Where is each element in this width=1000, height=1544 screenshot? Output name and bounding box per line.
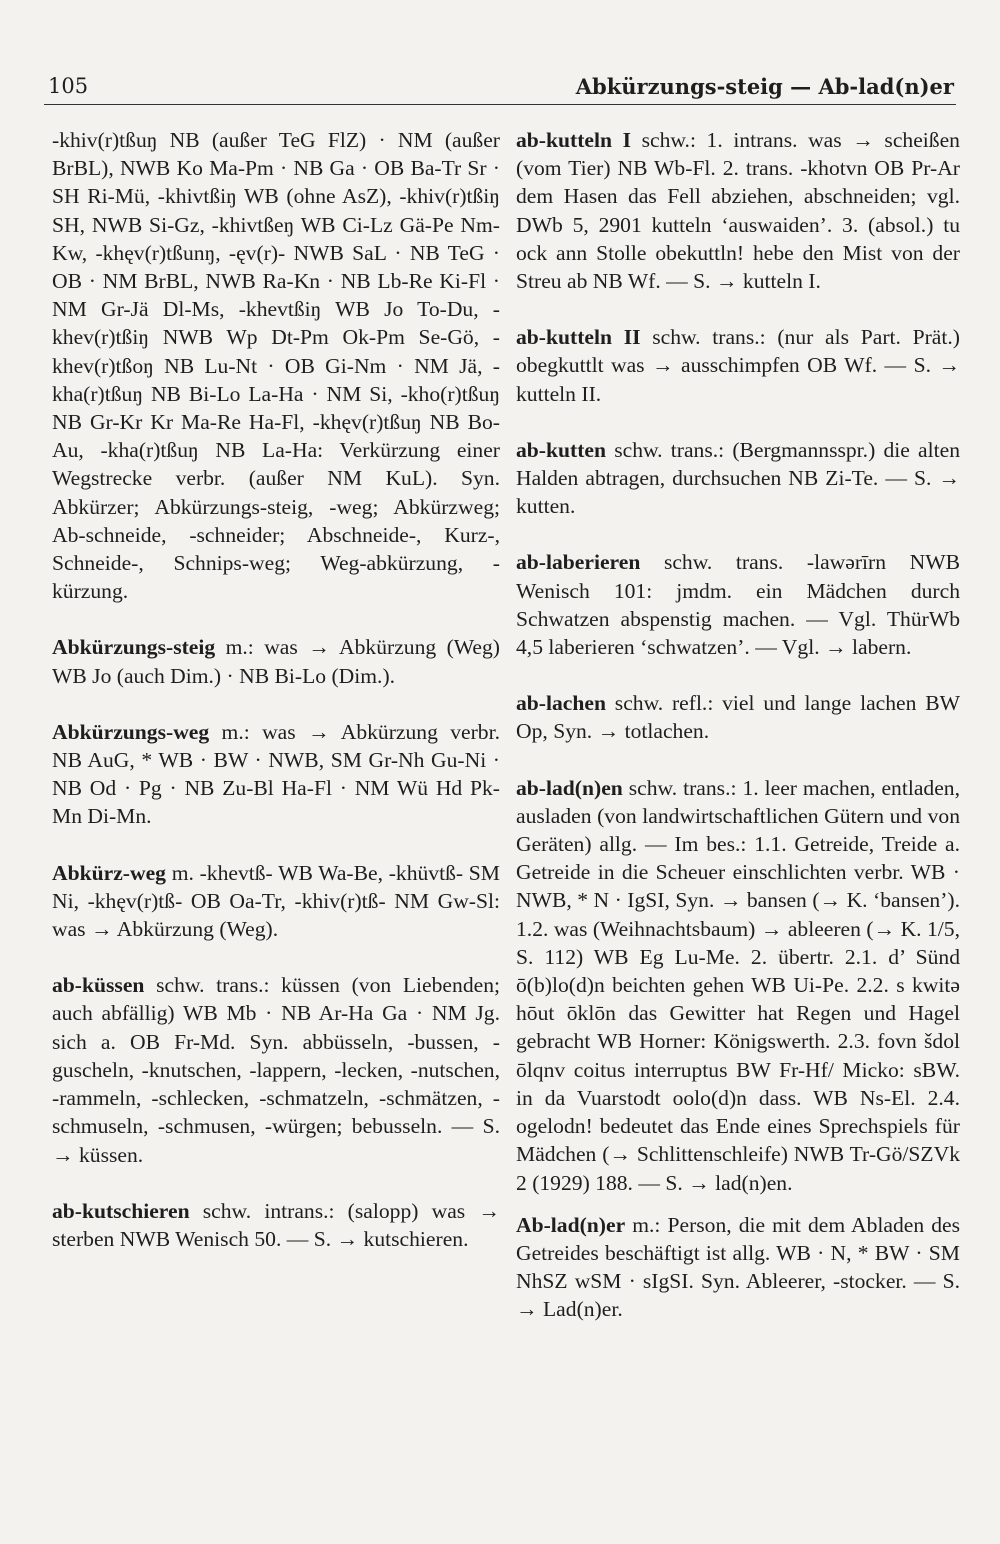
entry-ab-ladnen: ab-lad(n)en schw. trans.: 1. leer machen, entladen, ausladen (von landwirtschaftlichen Gütern und von Geräten) allg. — Im bes.: 1.1. Getreide, Treide a. Getreide in die Scheuer einschlichten verbr. WB · NWB, * N · IgSI, Syn. → bansen (→ K. ‘bansen’). 1.2. was (Weihnachtsbaum) → ableeren (→ K. 1/5, S. 112) WB Eg Lu-Me. 2. übertr. 2.1. d’ Sünd ō(b)lo(d)n beichten gehen WB Ui-Pe. 2.2. s kwitə hōut ōklōn das Gewitter hat Regen und Hagel gebracht WB Horner: Königswerth. 2.3. fovn šdol ōlqnv coitus interruptus BW Fr-Hf/ Micko: sBW. in da Vuarstodt oolo(d)n dass. WB Ns-El. 2.4. ogelodn! bedeutet das Ende eines Sprechspiels für Mädchen (→ Schlittenschleife) NWB Tr-Gö/SZVk 2 (1929) 188. — S. → lad(n)en. — [516, 775, 960, 1195]
headword: ab-kutteln II — [516, 325, 641, 350]
entry-continuation: -khiv(r)tßuŋ NB (außer TeG FlZ) · NM (außer BrBL), NWB Ko Ma-Pm · NB Ga · OB Ba-Tr Sr · SH Ri-Mü, -khivtßiŋ WB (ohne AsZ), -khiv(r)tßiŋ SH, NWB Si-Gz, -khivtßeŋ WB Ci-Lz Gä-Pe Nm-Kw, -khęv(r)tßunŋ, -ęv(r)- NWB SaL · NB TeG · OB · NM BrBL, NWB Ra-Kn · NB Lb-Re Ki-Fl · NM Gr-Jä Dl-Ms, -khevtßiŋ WB Jo To-Du, -khev(r)tßiŋ NWB Wp Dt-Pm Ok-Pm Se-Gö, -khev(r)tßoŋ NB Lu-Nt · OB Gi-Nm · NM Jä, -kha(r)tßuŋ NB Bi-Lo La-Ha · NM Si, -kho(r)tßuŋ NB Gr-Kr Kr Ma-Re Ha-Fl, -khęv(r)tßuŋ NB Bo-Au, -kha(r)tßuŋ NB La-Ha: Verkürzung einer Wegstrecke verbr. (außer NM KuL). Syn. Abkürzer; Abkürzungs-steig, -weg; Abkürzweg; Ab-schneide, -schneider; Abschneide-, Kurz-, Schneide-, Schnips-weg; Weg-abkürzung, -kürzung. — [52, 128, 500, 604]
header-rule — [44, 104, 956, 105]
entry-abkuerzungs-weg: Abkürzungs-weg m.: was → Abkürzung verbr. NB AuG, * WB · BW · NWB, SM Gr-Nh Gu-Ni · NB Od · Pg · NB Zu-Bl Ha-Fl · NM Wü Hd Pk-Mn Di-Mn. — [52, 719, 500, 829]
entry-ab-kutteln-2: ab-kutteln II schw. trans.: (nur als Part. Prät.) obegkuttlt was → ausschimpfen OB Wf. — S. → kutteln II. — [516, 325, 960, 406]
headword: Ab-lad(n)er — [516, 1212, 626, 1237]
headword: ab-kutschieren — [52, 1198, 190, 1223]
page-header — [44, 74, 954, 104]
entry-ab-laberieren: ab-laberieren schw. trans. -lawərīrn NWB Wenisch 101: jmdm. ein Mädchen durch Schwatzen abspenstig machen. — Vgl. ThürWb 4,5 laberieren ‘schwatzen’. — Vgl. → labern. — [516, 550, 960, 660]
entry-ab-kutteln-1: ab-kutteln I schw.: 1. intrans. was → scheißen (vom Tier) NB Wb-Fl. 2. trans. -khotvn OB Pr-Ar dem Hasen das Fell abziehen, abschneiden; vgl. DWb 5, 2901 kutteln ‘auswaiden’. 3. (absol.) tu ock ann Stolle obekuttln! hebe den Mist von der Streu ab NB Wf. — S. → kutteln I. — [516, 128, 960, 294]
headword: ab-küssen — [52, 973, 145, 998]
headword: ab-lachen — [516, 691, 606, 716]
running-head: Abkürzungs-steig — Ab-lad(n)er — [575, 74, 954, 99]
entry-ab-lachen: ab-lachen schw. refl.: viel und lange lachen BW Op, Syn. → totlachen. — [516, 691, 960, 744]
entry-ab-kutten: ab-kutten schw. trans.: (Bergmannsspr.) die alten Halden abtragen, durchsuchen NB Zi-Te. — S. → kutten. — [516, 437, 960, 519]
left-column — [52, 126, 500, 1253]
headword: Abkürzungs-steig — [52, 635, 216, 660]
headword: ab-kutten — [516, 437, 606, 462]
right-column — [516, 126, 960, 1324]
entry-ab-kutschieren: ab-kutschieren schw. intrans.: (salopp) was → sterben NWB Wenisch 50. — S. → kutschieren. — [52, 1198, 500, 1251]
entry-abkuerzungs-steig: Abkürzungs-steig m.: was → Abkürzung (Weg) WB Jo (auch Dim.) · NB Bi-Lo (Dim.). — [52, 635, 500, 688]
headword: ab-kutteln I — [516, 128, 631, 152]
headword: Abkürzungs-weg — [52, 719, 210, 744]
entry-ab-kuessen: ab-küssen schw. trans.: küssen (von Liebenden; auch abfällig) WB Mb · NB Ar-Ha Ga · NM Jg. sich a. OB Fr-Md. Syn. abbüsseln, -bussen, -guscheln, -knutschen, -lappern, -lecken, -nutschen, -rammeln, -schlecken, -schmatzeln, -schmätzen, -schmuseln, -schmusen, -würgen; bebusseln. — S. → küssen. — [52, 973, 500, 1167]
headword: ab-laberieren — [516, 550, 641, 575]
page-number: 105 — [48, 74, 89, 98]
entry-ab-ladner: Ab-lad(n)er m.: Person, die mit dem Abladen des Getreides beschäftigt ist allg. WB · N, * BW · SM NhSZ wSM · sIgSI. Syn. Ableerer, -stocker. — S. → Lad(n)er. — [516, 1212, 960, 1322]
headword: ab-lad(n)en — [516, 775, 623, 800]
headword: Abkürz-weg — [52, 860, 166, 885]
entry-abkuerz-weg: Abkürz-weg m. -khevtß- WB Wa-Be, -khüvtß- SM Ni, -khęv(r)tß- OB Oa-Tr, -khiv(r)tß- NM Gw-Sl: was → Abkürzung (Weg). — [52, 860, 500, 942]
